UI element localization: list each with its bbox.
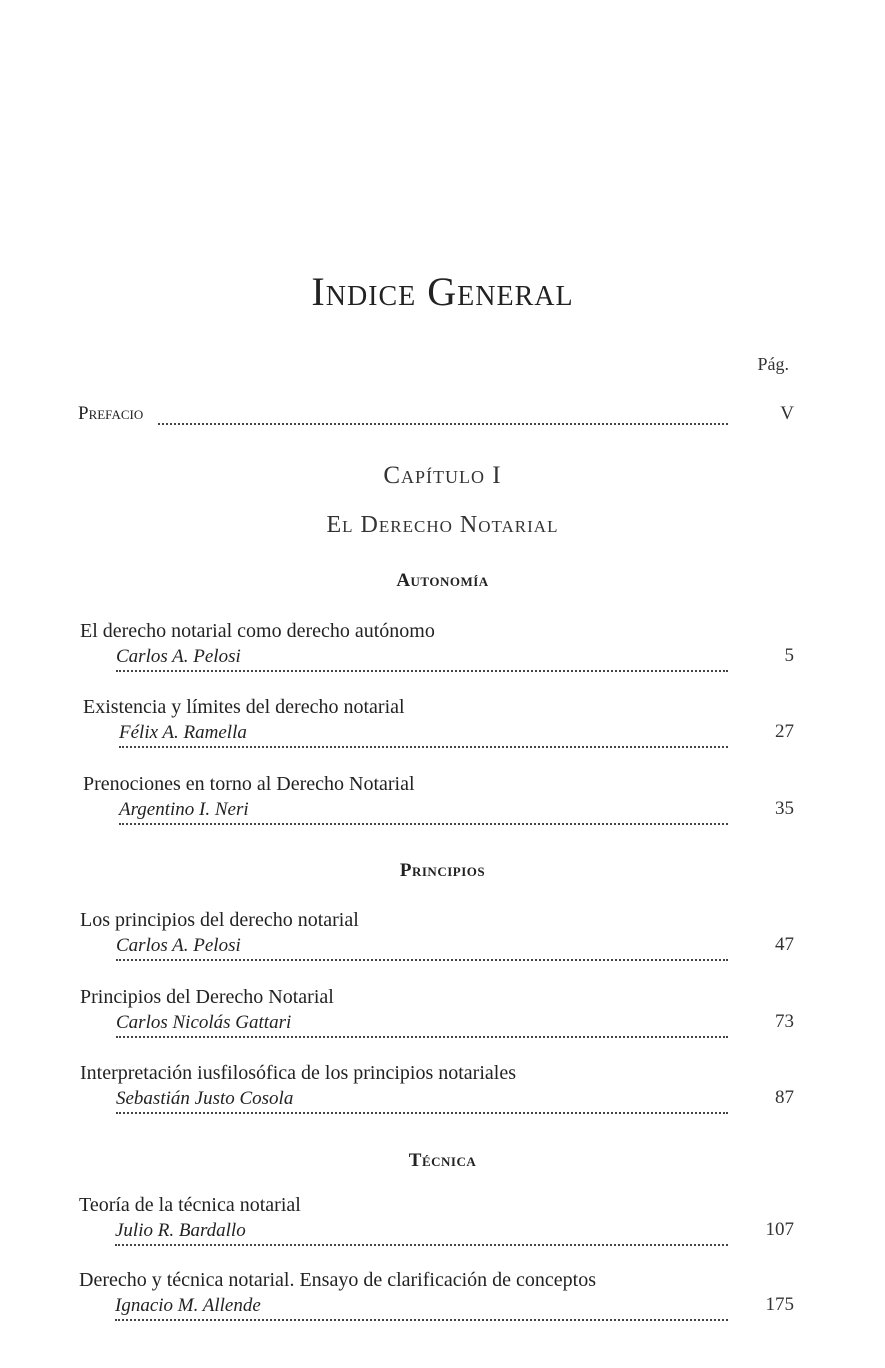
- toc-entry[interactable]: [80, 909, 794, 965]
- page-number: 27: [775, 721, 794, 742]
- dot-leader: [116, 668, 728, 672]
- entry-author: Sebastián Justo Cosola: [116, 1088, 297, 1110]
- entry-title: Interpretación iusfilosófica de los principios notariales: [80, 1062, 516, 1084]
- toc-entry[interactable]: [79, 1194, 794, 1250]
- dot-leader: [158, 421, 728, 425]
- page-number: 107: [765, 1219, 794, 1240]
- dot-leader: [119, 744, 728, 748]
- entry-title: Principios del Derecho Notarial: [80, 986, 334, 1008]
- dot-leader: [119, 821, 728, 825]
- entry-author: Argentino I. Neri: [119, 799, 253, 821]
- section-heading-principios: Principios: [399, 860, 486, 881]
- dot-leader: [116, 1034, 728, 1038]
- toc-entry[interactable]: [80, 1062, 794, 1118]
- entry-author: Carlos A. Pelosi: [116, 935, 245, 957]
- toc-entry[interactable]: [79, 1269, 794, 1325]
- prefacio-label: Prefacio: [78, 403, 149, 425]
- entry-author: Ignacio M. Allende: [115, 1295, 265, 1317]
- page-number: V: [780, 403, 794, 424]
- chapter-title: El Derecho Notarial: [326, 512, 559, 538]
- toc-entry-prefacio[interactable]: [78, 403, 794, 431]
- toc-entry[interactable]: [80, 620, 794, 676]
- toc-entry[interactable]: [80, 986, 794, 1042]
- chapter-number: Capítulo I: [383, 462, 502, 489]
- entry-author: Julio R. Bardallo: [115, 1220, 250, 1242]
- entry-title: El derecho notarial como derecho autónomo: [80, 620, 435, 642]
- entry-author: Carlos A. Pelosi: [116, 646, 245, 668]
- entry-title: Los principios del derecho notarial: [80, 909, 359, 931]
- toc-entry[interactable]: [83, 696, 794, 752]
- page-number: 47: [775, 934, 794, 955]
- entry-title: Teoría de la técnica notarial: [79, 1194, 301, 1216]
- page-title: Indice General: [311, 269, 574, 314]
- entry-title: Derecho y técnica notarial. Ensayo de clarificación de conceptos: [79, 1269, 596, 1291]
- entry-title: Prenociones en torno al Derecho Notarial: [83, 773, 415, 795]
- dot-leader: [116, 957, 728, 961]
- page-number: 73: [775, 1011, 794, 1032]
- section-heading-tecnica: Técnica: [408, 1150, 477, 1171]
- section-heading-autonomia: Autonomía: [396, 570, 489, 591]
- entry-author: Félix A. Ramella: [119, 722, 251, 744]
- page-number: 175: [765, 1294, 794, 1315]
- page-number: 87: [775, 1087, 794, 1108]
- entry-title: Existencia y límites del derecho notarial: [83, 696, 405, 718]
- page-number: 35: [775, 798, 794, 819]
- dot-leader: [115, 1317, 728, 1321]
- page-column-label: Pág.: [757, 354, 789, 374]
- dot-leader: [116, 1110, 728, 1114]
- toc-entry[interactable]: [83, 773, 794, 829]
- page-number: 5: [784, 645, 794, 666]
- entry-author: Carlos Nicolás Gattari: [116, 1012, 295, 1034]
- dot-leader: [115, 1242, 728, 1246]
